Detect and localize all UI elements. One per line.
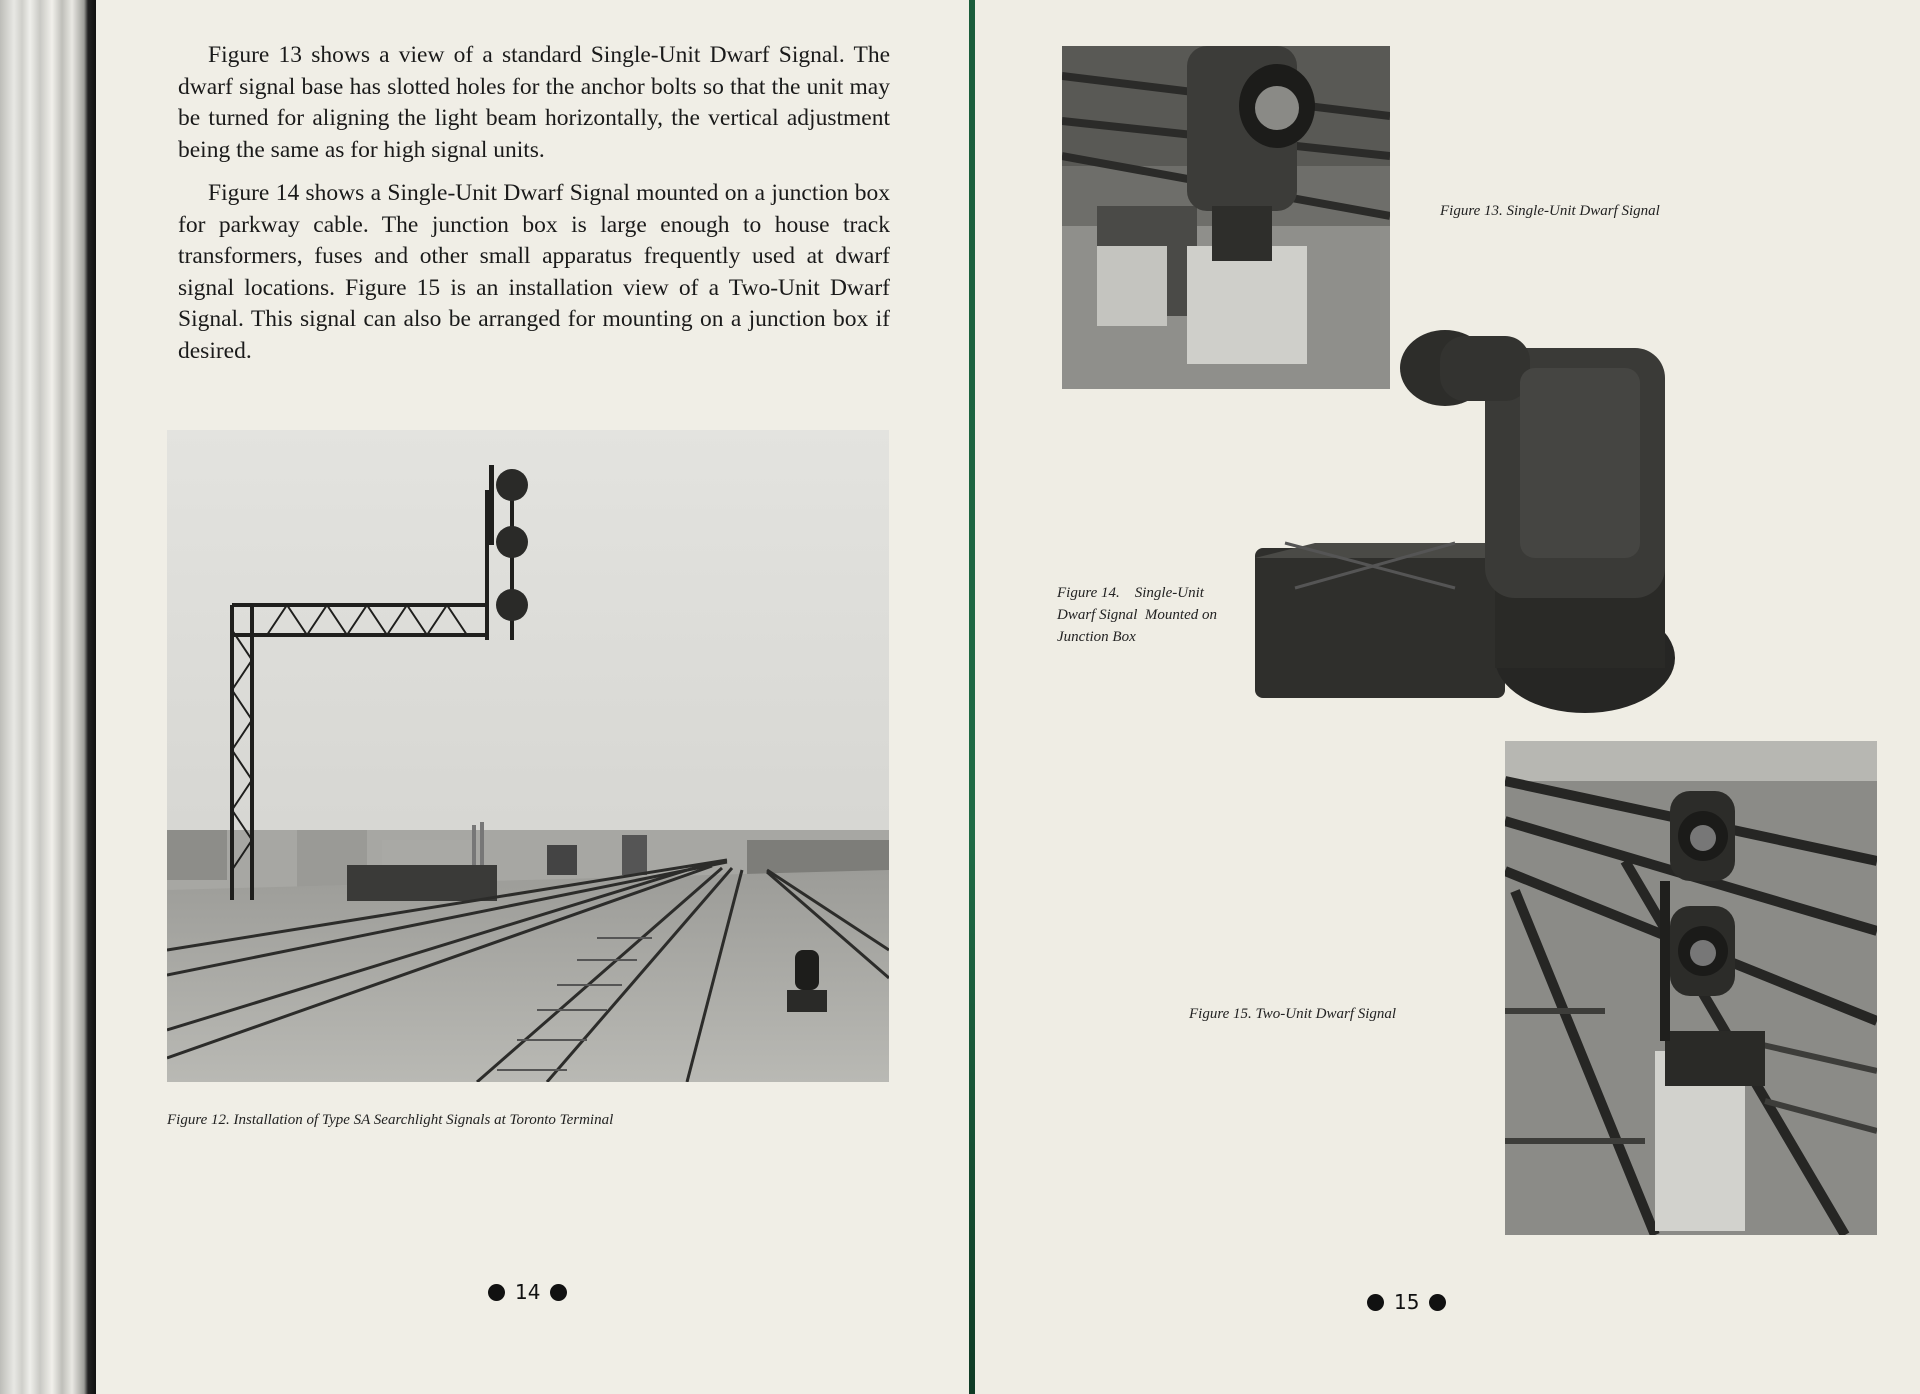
- bullet-dot-icon: [1367, 1294, 1384, 1311]
- bullet-dot-icon: [550, 1284, 567, 1301]
- paragraph-figure-13-description: Figure 13 shows a view of a standard Single-Unit Dwarf Signal. The dwarf signal base has slotted holes for the anchor bolts so that the unit may be turned for aligning the light beam horizontally, the vertical adjustment being the same as for high signal units.: [178, 42, 890, 163]
- figure-14-caption-line-2: Dwarf Signal Mounted on: [1057, 607, 1217, 623]
- page-number-14: 14: [515, 1280, 541, 1304]
- figure-14-caption-line-3: Junction Box: [1057, 629, 1136, 645]
- page-number-left: [488, 1280, 567, 1304]
- paragraph-figure-14-15-description: Figure 14 shows a Single-Unit Dwarf Signal mounted on a junction box for parkway cable. The junction box is large enough to house track transformers, fuses and other small apparatus frequently used at dwarf signal locations. Figure 15 is an installation view of a Two-Unit Dwarf Signal. This signal can also be arranged for mounting on a junction box if desired.: [178, 180, 890, 364]
- figure-15-photo: [1505, 741, 1877, 1235]
- figure-12-caption: Figure 12. Installation of Type SA Searchlight Signals at Toronto Terminal: [167, 1112, 614, 1128]
- figure-14-caption-line-1: Figure 14. Single-Unit: [1057, 585, 1204, 601]
- figure-15-caption: Figure 15. Two-Unit Dwarf Signal: [1189, 1006, 1397, 1022]
- book-page-edges: [0, 0, 96, 1394]
- page-number-15: 15: [1394, 1290, 1420, 1314]
- figure-13-caption: Figure 13. Single-Unit Dwarf Signal: [1440, 203, 1660, 219]
- figure-12-photo: [167, 430, 889, 1082]
- page-number-right: [1367, 1290, 1446, 1314]
- figure-14-caption: [1057, 582, 1217, 648]
- bullet-dot-icon: [1429, 1294, 1446, 1311]
- figure-14-photo: [1255, 328, 1705, 713]
- bullet-dot-icon: [488, 1284, 505, 1301]
